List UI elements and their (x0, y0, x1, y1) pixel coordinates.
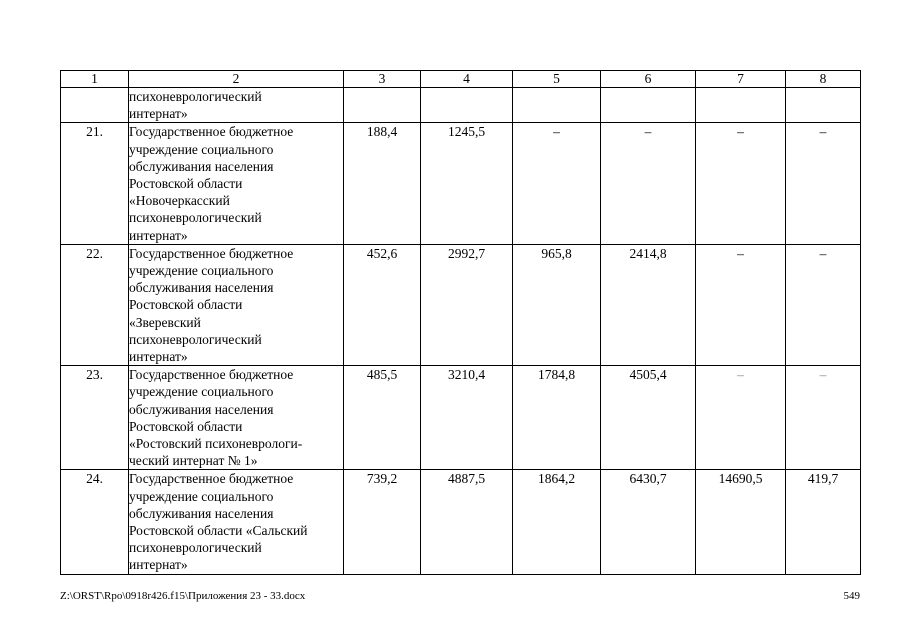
data-table (60, 70, 861, 575)
institution-name: Государственное бюджетное учреждение социального обслуживания населения Ростовской области «Новочеркасский психоневрологический интернат» (129, 123, 344, 244)
value-col-5: 1784,8 (513, 366, 601, 470)
value-col-4: 2992,7 (421, 244, 513, 365)
value-col-6: 4505,4 (601, 366, 696, 470)
value-col-5: 1864,2 (513, 470, 601, 574)
row-number: 23. (61, 366, 129, 470)
cell (421, 88, 513, 123)
value-col-7: – (696, 366, 786, 470)
header-col-7: 7 (696, 71, 786, 88)
value-col-7: 14690,5 (696, 470, 786, 574)
table-row (61, 470, 861, 574)
value-col-4: 3210,4 (421, 366, 513, 470)
header-col-5: 5 (513, 71, 601, 88)
value-col-7: – (696, 244, 786, 365)
institution-name: Государственное бюджетное учреждение социального обслуживания населения Ростовской области «Сальский психоневрологический интернат» (129, 470, 344, 574)
value-col-5: 965,8 (513, 244, 601, 365)
table-row-continued (61, 88, 861, 123)
value-col-5: – (513, 123, 601, 244)
header-row (61, 71, 861, 88)
value-col-3: 739,2 (344, 470, 421, 574)
row-number: 24. (61, 470, 129, 574)
value-col-4: 1245,5 (421, 123, 513, 244)
header-col-6: 6 (601, 71, 696, 88)
value-col-6: 6430,7 (601, 470, 696, 574)
institution-name: Государственное бюджетное учреждение социального обслуживания населения Ростовской области «Зверевский психоневрологический интернат» (129, 244, 344, 365)
cell (601, 88, 696, 123)
table-row (61, 244, 861, 365)
footer-page-number: 549 (843, 590, 860, 602)
institution-name: Государственное бюджетное учреждение социального обслуживания населения Ростовской области «Ростовский психоневрологи- ческий интернат № 1» (129, 366, 344, 470)
value-col-3: 485,5 (344, 366, 421, 470)
header-col-1: 1 (61, 71, 129, 88)
header-col-4: 4 (421, 71, 513, 88)
value-col-6: – (601, 123, 696, 244)
header-col-2: 2 (129, 71, 344, 88)
value-col-7: – (696, 123, 786, 244)
table-row (61, 366, 861, 470)
value-col-8: 419,7 (786, 470, 861, 574)
cell (696, 88, 786, 123)
value-col-4: 4887,5 (421, 470, 513, 574)
value-col-3: 452,6 (344, 244, 421, 365)
value-col-8: – (786, 366, 861, 470)
row-number: 21. (61, 123, 129, 244)
row-number (61, 88, 129, 123)
value-col-8: – (786, 123, 861, 244)
header-col-3: 3 (344, 71, 421, 88)
row-number: 22. (61, 244, 129, 365)
value-col-6: 2414,8 (601, 244, 696, 365)
cell (786, 88, 861, 123)
footer-file-path: Z:\ORST\Rpo\0918r426.f15\Приложения 23 - 33.docx (60, 590, 306, 602)
header-col-8: 8 (786, 71, 861, 88)
value-col-8: – (786, 244, 861, 365)
institution-name: психоневрологический интернат» (129, 88, 344, 123)
value-col-3: 188,4 (344, 123, 421, 244)
cell (344, 88, 421, 123)
cell (513, 88, 601, 123)
table-row (61, 123, 861, 244)
